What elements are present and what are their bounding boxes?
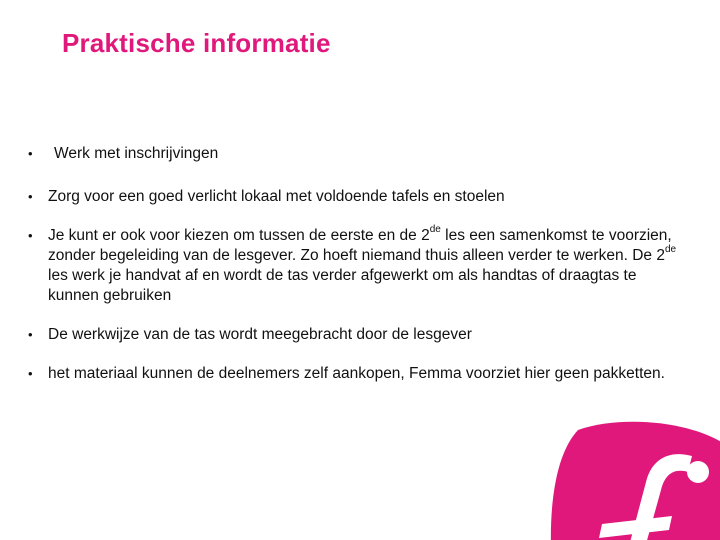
bullet-item xyxy=(28,364,688,384)
bullet-item xyxy=(28,144,688,164)
bullet-dot-icon: • xyxy=(28,146,33,161)
superscript: de xyxy=(664,243,677,255)
bullet-text-part: les werk je handvat af en wordt de tas verder afgewerkt om als handtas of draagtas te kunnen gebruiken xyxy=(48,267,637,304)
superscript: de xyxy=(429,223,441,235)
bullet-text: het materiaal kunnen de deelnemers zelf aankopen, Femma voorziet hier geen pakketten. xyxy=(48,365,665,382)
slide-title: Praktische informatie xyxy=(62,28,331,58)
bullet-text: De werkwijze van de tas wordt meegebracht door de lesgever xyxy=(48,326,472,343)
bullet-text: Werk met inschrijvingen xyxy=(54,145,219,162)
bullet-dot-icon: • xyxy=(28,189,33,204)
bullet-dot-icon: • xyxy=(28,327,33,342)
bullet-dot-icon: • xyxy=(28,366,33,381)
bullet-item xyxy=(28,187,688,207)
bullet-list xyxy=(28,142,688,384)
bullet-item xyxy=(28,325,688,345)
bullet-text-part: Je kunt er ook voor kiezen om tussen de eerste en de 2 xyxy=(48,227,430,244)
bullet-text: Zorg voor een goed verlicht lokaal met voldoende tafels en stoelen xyxy=(48,188,505,205)
bullet-item xyxy=(28,223,688,306)
bullet-dot-icon: • xyxy=(28,228,33,243)
bullet-text-part: les een samenkomst te voorzien, zonder begeleiding van de lesgever. Zo hoeft niemand thuis alleen verder te werken. De 2 xyxy=(48,227,672,264)
femma-f-logo-icon xyxy=(548,420,720,540)
